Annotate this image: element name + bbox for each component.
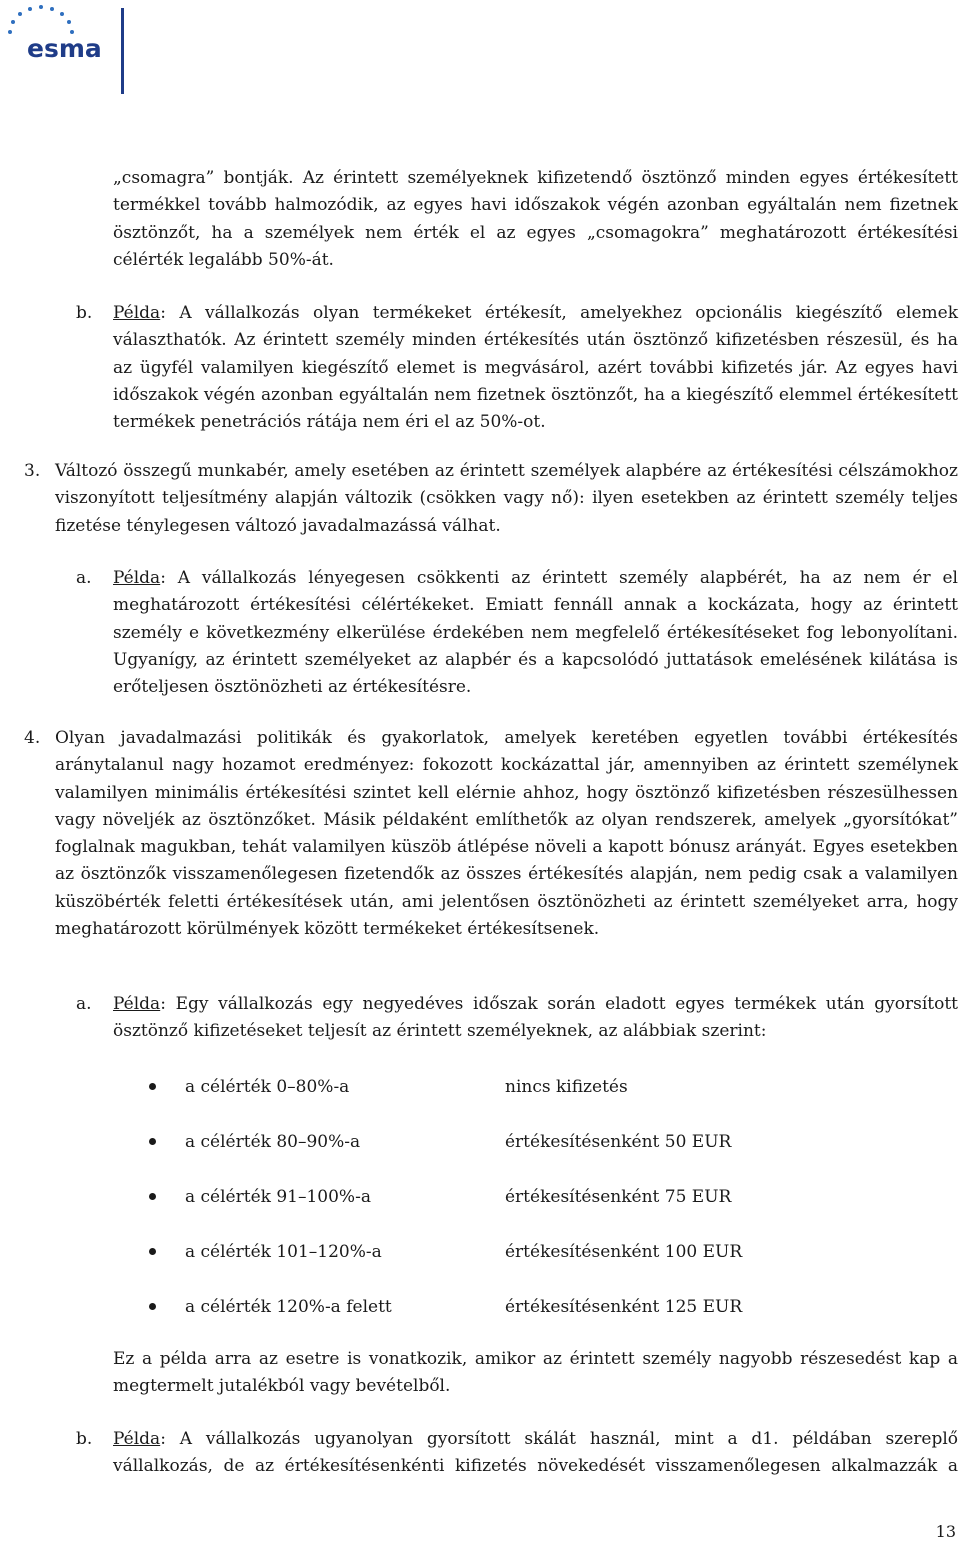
tier-payment: értékesítésenként 100 EUR: [505, 1242, 743, 1262]
item-3-paragraph: Változó összegű munkabér, amely esetében az érintett személyek alapbére az értékesítési célszámokhoz viszonyított teljesítmény alapján változik (csökken vagy nő): ilyen esetekben az érintett személy teljes fizetése ténylegesen változó javadalmazássá válhat.: [55, 461, 958, 536]
tier-range: a célérték 120%-a felett: [185, 1297, 392, 1317]
example-label: Példa: [113, 568, 161, 588]
esma-logo: [0, 0, 140, 100]
item-b-marker: b.: [76, 303, 93, 323]
logo-divider: [121, 8, 124, 94]
item-4-marker: 4.: [24, 728, 41, 748]
item-4-paragraph: Olyan javadalmazási politikák és gyakorlatok, amelyek keretében egyetlen további értékesítés aránytalanul nagy hozamot eredményez: fokozott kockázattal jár, amennyiben az érintett személynek valamilyen minimális értékesítési szintet kell elérnie ahhoz, hogy ösztönző kifizetésben részesülhessen vagy növeljék az ösztönzőket. Másik példaként említhetők az olyan rendszerek, amelyek „gyorsítókat” foglalnak magukban, tehát valamilyen küszöb átlépése növeli a kapott bónusz arányát. Egyes esetekben az ösztönzők visszamenőlegesen fizetendők az összes értékesítés alapján, nem pedig csak a valamilyen küszöbérték feletti értékesítések után, ami jelentősen ösztönözheti az érintett személyeket arra, hogy meghatározott körülmények között termékeket értékesítsenek.: [55, 728, 958, 940]
item-3a-paragraph: [113, 565, 958, 701]
logo-wordmark: esma: [27, 34, 102, 63]
bullet-icon: [149, 1193, 156, 1200]
item-4a-marker: a.: [76, 994, 92, 1014]
tier-payment: értékesítésenként 75 EUR: [505, 1187, 732, 1207]
tier-payment: nincs kifizetés: [505, 1077, 628, 1097]
bullet-icon: [149, 1303, 156, 1310]
item-4b-text: : A vállalkozás ugyanolyan gyorsított skálát használ, mint a d1. példában szereplő vállalkozás, de az értékesítésenkénti kifizetés növekedését visszamenőlegesen alkalmazzák a: [113, 1429, 958, 1477]
item-4a-paragraph: [113, 991, 958, 1046]
bullet-icon: [149, 1083, 156, 1090]
tier-payment: értékesítésenként 125 EUR: [505, 1297, 743, 1317]
tier-range: a célérték 91–100%-a: [185, 1187, 371, 1207]
page-number: 13: [935, 1522, 956, 1541]
tier-range: a célérték 101–120%-a: [185, 1242, 382, 1262]
example-label: Példa: [113, 303, 161, 323]
example-label: Példa: [113, 1429, 161, 1449]
tiers-note: Ez a példa arra az esetre is vonatkozik, amikor az érintett személy nagyobb részesedést kap a megtermelt jutalékból vagy bevételből.: [113, 1349, 958, 1397]
intro-paragraph: „csomagra” bontják. Az érintett személyeknek kifizetendő ösztönző minden egyes értékesített termékkel tovább halmozódik, az egyes havi időszakok végén azonban egyáltalán nem fizetnek ösztönzőt, ha a személyek nem érték el az egyes „csomagokra” meghatározott értékesítési célérték legalább 50%-át.: [113, 168, 958, 270]
item-b-text: : A vállalkozás olyan termékeket értékesít, amelyekhez opcionális kiegészítő elemek választhatók. Az érintett személy minden értékesítés után ösztönző kifizetésben részesül, és ha az ügyfél valamilyen kiegészítő elemet is megvásárol, azért további kifizetés jár. Az egyes havi időszakok végén azonban egyáltalán nem fizetnek ösztönzőt, ha a kiegészítő elemmel értékesített termékek penetrációs rátája nem éri el az 50%-ot.: [113, 303, 958, 433]
item-4b-paragraph: [113, 1426, 958, 1481]
example-label: Példa: [113, 994, 161, 1014]
tier-range: a célérték 0–80%-a: [185, 1077, 350, 1097]
tier-range: a célérték 80–90%-a: [185, 1132, 361, 1152]
item-3-marker: 3.: [24, 461, 41, 481]
item-3a-text: : A vállalkozás lényegesen csökkenti az érintett személy alapbérét, ha az nem ér el meghatározott értékesítési célértékeket. Emiatt fennáll annak a kockázata, hogy az érintett személy e következmény elkerülése érdekében nem megfelelő értékesítéseket fog lebonyolítani. Ugyanígy, az érintett személyeket az alapbér és a kapcsolódó juttatások emelésének kilátása is erőteljesen ösztönözheti az értékesítésre.: [113, 568, 958, 698]
item-b-paragraph: [113, 300, 958, 436]
bullet-icon: [149, 1248, 156, 1255]
tier-payment: értékesítésenként 50 EUR: [505, 1132, 732, 1152]
bullet-icon: [149, 1138, 156, 1145]
item-3a-marker: a.: [76, 568, 92, 588]
item-4a-text: : Egy vállalkozás egy negyedéves időszak során eladott egyes termékek után gyorsított ösztönző kifizetéseket teljesít az érintett személyeknek, az alábbiak szerint:: [113, 994, 958, 1042]
item-4b-marker: b.: [76, 1429, 93, 1449]
